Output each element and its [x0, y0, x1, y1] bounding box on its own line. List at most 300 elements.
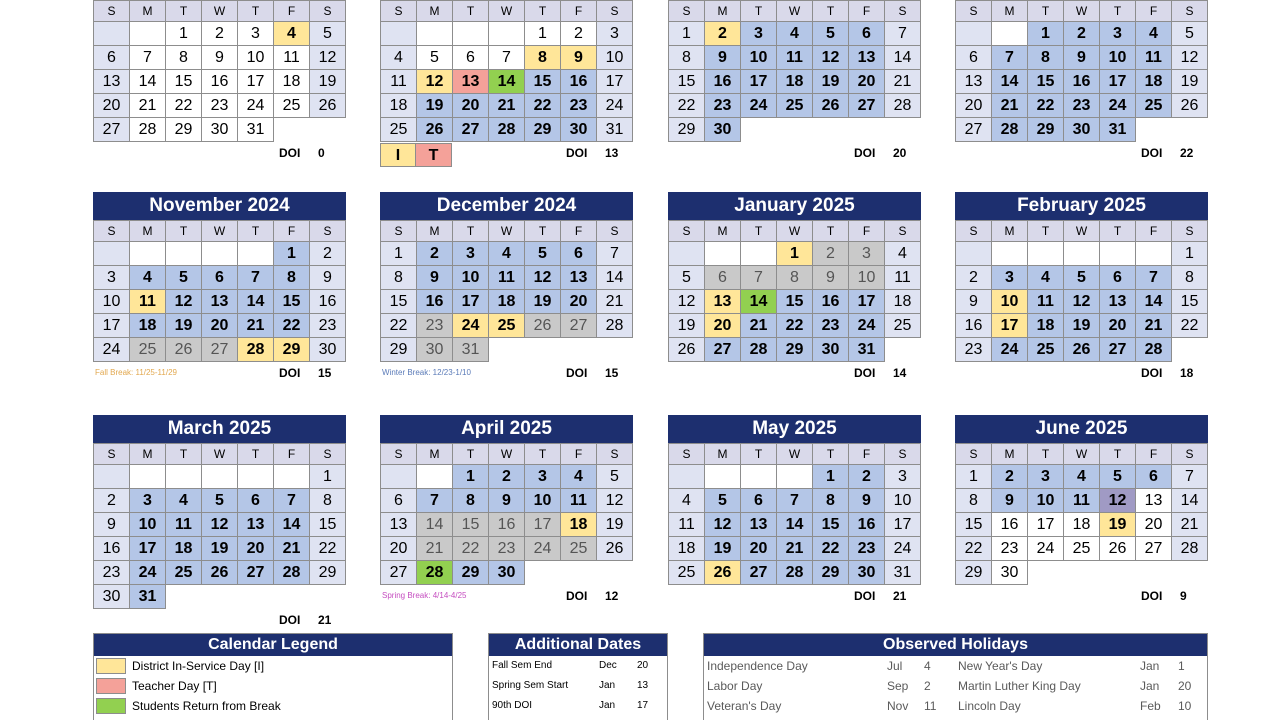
day-cell: 19	[202, 537, 238, 561]
legend-swatch-teacher	[96, 678, 126, 694]
day-cell: 12	[1064, 290, 1100, 314]
day-cell: 2	[310, 242, 346, 266]
day-cell: 19	[166, 314, 202, 338]
weekday-header: T	[813, 220, 849, 242]
day-cell: 26	[597, 537, 633, 561]
day-cell: 16	[310, 290, 346, 314]
day-cell: 3	[130, 489, 166, 513]
break-note: Spring Break: 4/14-4/25	[382, 591, 467, 600]
doi-count: 9	[1180, 589, 1187, 603]
holiday-month: Jan	[1140, 679, 1160, 693]
empty-day-cell	[166, 242, 202, 266]
empty-day-cell	[1028, 561, 1064, 585]
day-cell: 8	[310, 489, 346, 513]
day-cell: 6	[202, 266, 238, 290]
empty-day-cell	[741, 242, 777, 266]
day-cell: 30	[992, 561, 1028, 585]
day-cell: 18	[885, 290, 921, 314]
day-cell: 3	[238, 22, 274, 46]
doi-count: 15	[605, 366, 619, 380]
month-footer	[668, 585, 921, 605]
day-cell: 16	[956, 314, 992, 338]
doi-label: DOI	[279, 613, 301, 627]
day-cell: 13	[705, 290, 741, 314]
day-cell: 1	[813, 465, 849, 489]
day-cell: 25	[381, 118, 417, 142]
day-cell: 28	[992, 118, 1028, 142]
day-cell: 16	[561, 70, 597, 94]
weekday-header: M	[417, 220, 453, 242]
legend-item	[94, 656, 452, 676]
day-cell: 12	[1172, 46, 1208, 70]
day-cell: 26	[1100, 537, 1136, 561]
empty-day-cell	[166, 585, 202, 609]
day-cell: 8	[669, 46, 705, 70]
day-cell: 24	[849, 314, 885, 338]
day-cell: 21	[417, 537, 453, 561]
day-cell: 21	[597, 290, 633, 314]
day-cell: 10	[525, 489, 561, 513]
day-cell: 7	[489, 46, 525, 70]
empty-day-cell	[705, 465, 741, 489]
day-cell: 15	[310, 513, 346, 537]
month-grid	[955, 220, 1208, 362]
day-cell: 10	[849, 266, 885, 290]
weekday-header: T	[238, 0, 274, 22]
day-cell: 26	[1172, 94, 1208, 118]
additional-date-row	[489, 696, 667, 716]
day-cell: 30	[1064, 118, 1100, 142]
day-cell: 13	[849, 46, 885, 70]
empty-day-cell	[202, 465, 238, 489]
weekday-header: T	[1028, 220, 1064, 242]
day-cell: 8	[1172, 266, 1208, 290]
day-cell: 19	[1100, 513, 1136, 537]
empty-day-cell	[130, 22, 166, 46]
day-cell: 21	[992, 94, 1028, 118]
day-cell: 2	[956, 266, 992, 290]
holiday-day: 11	[924, 699, 937, 713]
day-cell: 27	[561, 314, 597, 338]
day-cell: 13	[1100, 290, 1136, 314]
weekday-header: W	[202, 443, 238, 465]
day-cell: 17	[94, 314, 130, 338]
legend-label: Teacher Day [T]	[132, 679, 217, 693]
day-cell: 11	[1136, 46, 1172, 70]
day-cell: 27	[1100, 338, 1136, 362]
month-title: February 2025	[955, 192, 1208, 220]
weekday-header: T	[166, 0, 202, 22]
day-cell: 26	[669, 338, 705, 362]
observed-holidays	[703, 633, 1208, 720]
day-cell: 11	[885, 266, 921, 290]
month-footer	[380, 142, 633, 162]
weekday-header: S	[381, 443, 417, 465]
day-cell: 25	[274, 94, 310, 118]
day-cell: 9	[813, 266, 849, 290]
day-cell: 16	[705, 70, 741, 94]
month-calendar	[93, 192, 346, 382]
day-type-marker: T	[416, 143, 452, 167]
weekday-header: W	[777, 220, 813, 242]
day-cell: 30	[705, 118, 741, 142]
weekday-header: S	[597, 220, 633, 242]
day-cell: 6	[741, 489, 777, 513]
holiday-name: Labor Day	[707, 679, 763, 693]
empty-day-cell	[1064, 561, 1100, 585]
date-day: 20	[637, 660, 649, 671]
empty-day-cell	[777, 465, 813, 489]
day-cell: 27	[956, 118, 992, 142]
holiday-name: New Year's Day	[958, 659, 1043, 673]
day-cell: 5	[1172, 22, 1208, 46]
day-cell: 22	[274, 314, 310, 338]
day-cell: 1	[166, 22, 202, 46]
day-cell: 4	[1136, 22, 1172, 46]
day-cell: 30	[202, 118, 238, 142]
day-cell: 26	[705, 561, 741, 585]
day-cell: 20	[561, 290, 597, 314]
day-cell: 14	[274, 513, 310, 537]
weekday-header: S	[310, 443, 346, 465]
weekday-header: M	[130, 220, 166, 242]
doi-label: DOI	[566, 589, 588, 603]
empty-day-cell	[885, 338, 921, 362]
weekday-header: S	[310, 220, 346, 242]
day-cell: 4	[130, 266, 166, 290]
month-footer	[380, 362, 633, 382]
day-cell: 11	[1028, 290, 1064, 314]
day-cell: 23	[956, 338, 992, 362]
weekday-header: M	[130, 0, 166, 22]
day-cell: 20	[741, 537, 777, 561]
day-cell: 20	[94, 94, 130, 118]
empty-day-cell	[453, 22, 489, 46]
day-cell: 5	[597, 465, 633, 489]
day-cell: 24	[992, 338, 1028, 362]
weekday-header: F	[849, 443, 885, 465]
day-cell: 20	[202, 314, 238, 338]
day-cell: 4	[1064, 465, 1100, 489]
day-cell: 24	[885, 537, 921, 561]
day-cell: 15	[813, 513, 849, 537]
day-cell: 24	[94, 338, 130, 362]
day-cell: 17	[885, 513, 921, 537]
weekday-header: S	[669, 443, 705, 465]
doi-count: 15	[318, 366, 332, 380]
weekday-header: T	[238, 443, 274, 465]
empty-day-cell	[130, 465, 166, 489]
weekday-header: W	[777, 0, 813, 22]
day-cell: 10	[238, 46, 274, 70]
weekday-header: T	[741, 0, 777, 22]
empty-day-cell	[956, 242, 992, 266]
doi-label: DOI	[1141, 589, 1163, 603]
month-calendar	[380, 415, 633, 605]
holiday-day: 10	[1178, 699, 1192, 713]
day-cell: 29	[381, 338, 417, 362]
day-cell: 12	[417, 70, 453, 94]
day-cell: 16	[489, 513, 525, 537]
day-cell: 2	[849, 465, 885, 489]
month-title: June 2025	[955, 415, 1208, 443]
holiday-name: Lincoln Day	[958, 699, 1021, 713]
day-cell: 23	[813, 314, 849, 338]
day-cell: 13	[741, 513, 777, 537]
day-cell: 14	[417, 513, 453, 537]
empty-day-cell	[1100, 561, 1136, 585]
day-cell: 18	[1064, 513, 1100, 537]
day-cell: 1	[453, 465, 489, 489]
day-cell: 14	[1136, 290, 1172, 314]
calendar-legend	[93, 633, 453, 720]
day-cell: 6	[849, 22, 885, 46]
day-cell: 2	[813, 242, 849, 266]
day-cell: 29	[310, 561, 346, 585]
legend-title: Calendar Legend	[94, 634, 452, 656]
day-cell: 23	[992, 537, 1028, 561]
day-cell: 28	[777, 561, 813, 585]
day-cell: 26	[813, 94, 849, 118]
day-cell: 6	[705, 266, 741, 290]
day-cell: 8	[956, 489, 992, 513]
day-cell: 13	[956, 70, 992, 94]
day-cell: 18	[166, 537, 202, 561]
month-calendar	[380, 0, 633, 162]
doi-label: DOI	[854, 146, 876, 160]
weekday-header: S	[956, 0, 992, 22]
day-cell: 2	[1064, 22, 1100, 46]
empty-day-cell	[166, 465, 202, 489]
day-cell: 19	[310, 70, 346, 94]
month-title: April 2025	[380, 415, 633, 443]
weekday-header: T	[525, 0, 561, 22]
day-cell: 28	[885, 94, 921, 118]
day-cell: 6	[956, 46, 992, 70]
day-cell: 14	[489, 70, 525, 94]
weekday-header: T	[813, 0, 849, 22]
empty-day-cell	[202, 585, 238, 609]
weekday-header: M	[992, 443, 1028, 465]
day-cell: 29	[525, 118, 561, 142]
weekday-header: T	[1100, 443, 1136, 465]
month-calendar	[955, 415, 1208, 605]
legend-item	[94, 696, 452, 716]
weekday-header: S	[310, 0, 346, 22]
day-cell: 17	[741, 70, 777, 94]
day-cell: 21	[1172, 513, 1208, 537]
day-cell: 2	[202, 22, 238, 46]
weekday-header: W	[489, 443, 525, 465]
day-cell: 28	[274, 561, 310, 585]
day-cell: 26	[166, 338, 202, 362]
day-cell: 27	[453, 118, 489, 142]
day-cell: 9	[489, 489, 525, 513]
holiday-month: Sep	[887, 679, 909, 693]
day-cell: 28	[1136, 338, 1172, 362]
day-cell: 3	[885, 465, 921, 489]
weekday-header: F	[1136, 0, 1172, 22]
day-cell: 8	[1028, 46, 1064, 70]
day-cell: 11	[130, 290, 166, 314]
weekday-header: T	[166, 220, 202, 242]
doi-label: DOI	[1141, 366, 1163, 380]
day-cell: 7	[1172, 465, 1208, 489]
empty-day-cell	[561, 561, 597, 585]
day-cell: 12	[813, 46, 849, 70]
day-cell: 5	[813, 22, 849, 46]
day-cell: 3	[1100, 22, 1136, 46]
day-cell: 12	[669, 290, 705, 314]
doi-count: 12	[605, 589, 619, 603]
day-cell: 27	[238, 561, 274, 585]
day-cell: 6	[94, 46, 130, 70]
day-cell: 10	[130, 513, 166, 537]
empty-day-cell	[381, 22, 417, 46]
day-cell: 22	[166, 94, 202, 118]
doi-count: 21	[318, 613, 332, 627]
empty-day-cell	[956, 22, 992, 46]
weekday-header: S	[669, 0, 705, 22]
day-cell: 28	[130, 118, 166, 142]
doi-label: DOI	[279, 146, 301, 160]
weekday-header: W	[1064, 220, 1100, 242]
weekday-header: S	[94, 443, 130, 465]
holiday-day: 2	[924, 679, 931, 693]
day-cell: 28	[489, 118, 525, 142]
day-cell: 9	[202, 46, 238, 70]
holiday-day: 4	[924, 659, 931, 673]
weekday-header: T	[1100, 0, 1136, 22]
day-cell: 28	[741, 338, 777, 362]
weekday-header: T	[166, 443, 202, 465]
day-cell: 25	[1028, 338, 1064, 362]
legend-label: Students Return from Break	[132, 699, 281, 713]
day-cell: 1	[274, 242, 310, 266]
day-cell: 29	[1028, 118, 1064, 142]
day-cell: 11	[274, 46, 310, 70]
doi-label: DOI	[854, 366, 876, 380]
day-cell: 20	[705, 314, 741, 338]
day-cell: 10	[597, 46, 633, 70]
day-cell: 25	[166, 561, 202, 585]
date-month: Jan	[599, 680, 616, 691]
day-cell: 6	[1100, 266, 1136, 290]
month-grid	[955, 0, 1208, 142]
day-cell: 3	[992, 266, 1028, 290]
empty-day-cell	[238, 585, 274, 609]
day-cell: 13	[453, 70, 489, 94]
month-footer	[668, 362, 921, 382]
day-cell: 28	[238, 338, 274, 362]
weekday-header: W	[202, 0, 238, 22]
day-cell: 2	[489, 465, 525, 489]
day-cell: 22	[453, 537, 489, 561]
empty-day-cell	[525, 561, 561, 585]
day-cell: 21	[238, 314, 274, 338]
day-cell: 14	[885, 46, 921, 70]
day-cell: 22	[381, 314, 417, 338]
month-footer	[668, 142, 921, 162]
day-cell: 29	[777, 338, 813, 362]
day-cell: 23	[1064, 94, 1100, 118]
day-cell: 18	[489, 290, 525, 314]
day-cell: 30	[561, 118, 597, 142]
weekday-header: S	[381, 220, 417, 242]
day-cell: 4	[669, 489, 705, 513]
day-cell: 12	[525, 266, 561, 290]
day-cell: 19	[705, 537, 741, 561]
empty-day-cell	[992, 242, 1028, 266]
month-title: January 2025	[668, 192, 921, 220]
doi-count: 20	[893, 146, 907, 160]
holiday-row	[704, 696, 1207, 716]
day-cell: 30	[310, 338, 346, 362]
empty-day-cell	[669, 465, 705, 489]
day-cell: 23	[705, 94, 741, 118]
day-cell: 9	[94, 513, 130, 537]
day-cell: 11	[669, 513, 705, 537]
month-calendar	[93, 415, 346, 629]
empty-day-cell	[813, 118, 849, 142]
empty-day-cell	[310, 118, 346, 142]
month-title: November 2024	[93, 192, 346, 220]
month-calendar	[668, 192, 921, 382]
day-cell: 13	[561, 266, 597, 290]
day-cell: 17	[597, 70, 633, 94]
day-cell: 7	[992, 46, 1028, 70]
day-cell: 3	[597, 22, 633, 46]
weekday-header: S	[381, 0, 417, 22]
day-cell: 14	[130, 70, 166, 94]
day-cell: 22	[525, 94, 561, 118]
day-cell: 7	[130, 46, 166, 70]
day-cell: 25	[669, 561, 705, 585]
holiday-month: Jul	[887, 659, 903, 673]
day-cell: 22	[813, 537, 849, 561]
weekday-header: F	[274, 220, 310, 242]
weekday-header: T	[741, 443, 777, 465]
day-cell: 9	[417, 266, 453, 290]
empty-day-cell	[274, 118, 310, 142]
day-cell: 15	[525, 70, 561, 94]
day-cell: 4	[166, 489, 202, 513]
day-cell: 1	[669, 22, 705, 46]
day-cell: 25	[489, 314, 525, 338]
day-cell: 2	[417, 242, 453, 266]
legend-item	[94, 676, 452, 696]
day-cell: 30	[813, 338, 849, 362]
doi-label: DOI	[1141, 146, 1163, 160]
day-cell: 13	[238, 513, 274, 537]
weekday-header: T	[1100, 220, 1136, 242]
day-cell: 7	[885, 22, 921, 46]
weekday-header: M	[705, 0, 741, 22]
day-cell: 4	[489, 242, 525, 266]
weekday-header: T	[453, 0, 489, 22]
legend-label: District In-Service Day [I]	[132, 659, 265, 673]
day-cell: 30	[489, 561, 525, 585]
holiday-month: Jan	[1140, 659, 1160, 673]
day-cell: 9	[705, 46, 741, 70]
day-cell: 14	[597, 266, 633, 290]
weekday-header: T	[1028, 443, 1064, 465]
doi-label: DOI	[854, 589, 876, 603]
day-cell: 16	[417, 290, 453, 314]
day-cell: 9	[561, 46, 597, 70]
day-cell: 4	[885, 242, 921, 266]
day-cell: 27	[741, 561, 777, 585]
